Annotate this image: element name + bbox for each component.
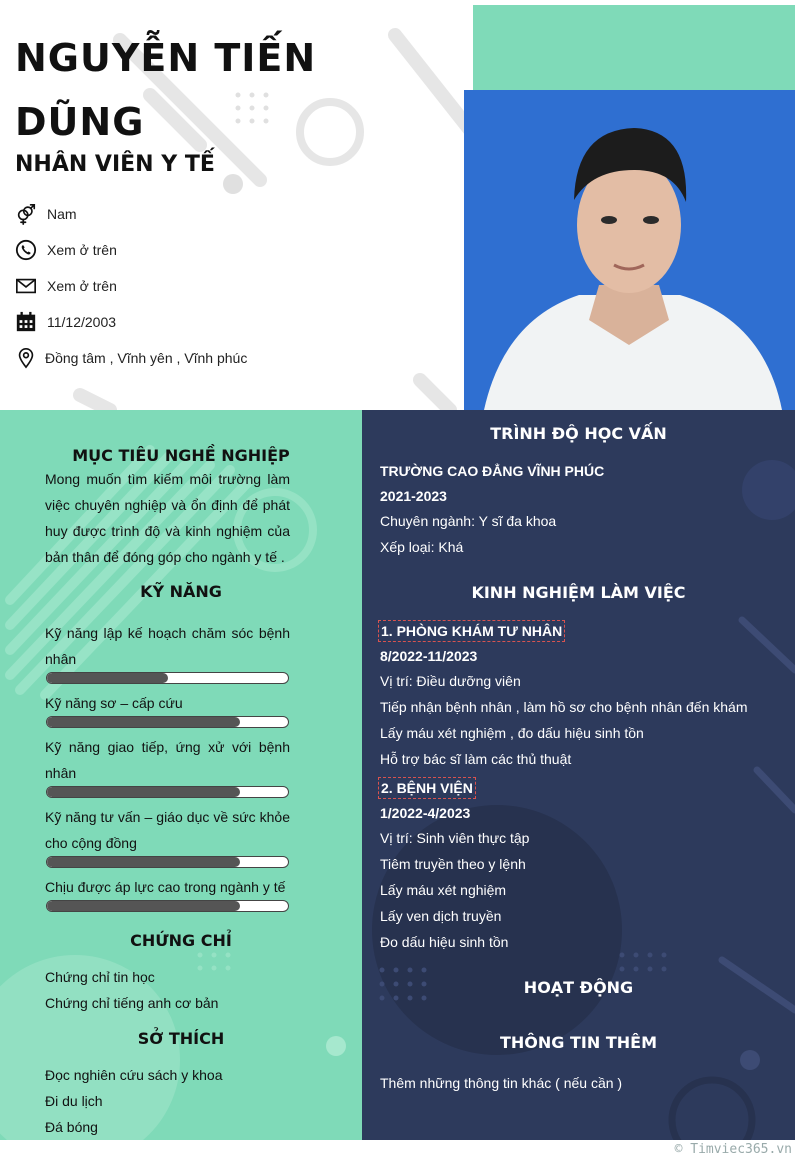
certificate-item: Chứng chỉ tin học [45, 969, 155, 985]
experience-line: Lấy ven dịch truyền [380, 908, 502, 924]
cv-header [0, 0, 800, 410]
education-rank: Xếp loại: Khá [380, 539, 464, 555]
experience-line: Tiếp nhận bệnh nhân , làm hồ sơ cho bệnh nhân đến khám [380, 699, 748, 715]
skill-level-fill [47, 901, 240, 911]
hobby-item: Đọc nghiên cứu sách y khoa [45, 1067, 223, 1083]
skill-level-bar [46, 856, 289, 868]
email-text: Xem ở trên [47, 278, 117, 294]
phone-text: Xem ở trên [47, 242, 117, 258]
experience-company: 2. BỆNH VIỆN [378, 777, 476, 799]
objective-text: Mong muốn tìm kiếm môi trường làm việc chuyên nghiệp và ổn định để phát huy được trình độ và kinh nghiệm của bản thân để đóng góp cho ngành y tế . [45, 471, 290, 565]
experience-line: Lấy máu xét nghiệm [380, 882, 507, 898]
right-column [362, 410, 795, 1140]
experience-line: Hỗ trợ bác sĩ làm các thủ thuật [380, 751, 572, 767]
certificate-item: Chứng chỉ tiếng anh cơ bản [45, 995, 219, 1011]
experience-line: Lấy máu xét nghiệm , đo dấu hiệu sinh tồn [380, 725, 644, 741]
phone-icon [15, 239, 37, 261]
education-school: TRƯỜNG CAO ĐẲNG VĨNH PHÚC [380, 463, 605, 479]
objective-title: MỤC TIÊU NGHỀ NGHIỆP [72, 446, 290, 465]
calendar-icon [15, 311, 37, 333]
skill-name: Kỹ năng giao tiếp, ứng xử với bệnh nhân [45, 739, 290, 781]
education-major: Chuyên ngành: Y sĩ đa khoa [380, 513, 557, 529]
job-title: NHÂN VIÊN Y TẾ [15, 152, 215, 177]
skill-level-bar [46, 900, 289, 912]
experience-line: Vị trí: Điều dưỡng viên [380, 673, 521, 689]
experience-period: 1/2022-4/2023 [380, 805, 471, 821]
experience-line: Tiêm truyền theo y lệnh [380, 856, 526, 872]
info-phone [15, 238, 117, 262]
education-period: 2021-2023 [380, 488, 447, 504]
experience-line: Đo dấu hiệu sinh tồn [380, 934, 509, 950]
left-column [0, 410, 362, 1140]
hobby-item: Đi du lịch [45, 1093, 103, 1109]
birthday-text: 11/12/2003 [47, 314, 117, 330]
activities-title: HOẠT ĐỘNG [523, 978, 634, 997]
extra-info-title: THÔNG TIN THÊM [500, 1033, 657, 1052]
experience-period: 8/2022-11/2023 [380, 648, 478, 664]
info-address [15, 346, 247, 370]
info-gender [15, 202, 77, 226]
skill-name: Chịu được áp lực cao trong ngành y tế [45, 879, 286, 895]
location-icon [15, 347, 37, 369]
candidate-name: NGUYỄN TIẾN DŨNG [15, 36, 317, 144]
info-birthday [15, 310, 116, 334]
gender-icon [15, 203, 37, 225]
skill-level-bar [46, 716, 289, 728]
mail-icon [15, 275, 37, 297]
gender-text: Nam [47, 206, 77, 222]
teal-accent-block [473, 5, 795, 91]
skill-name: Kỹ năng lập kế hoạch chăm sóc bệnh nhân [45, 625, 290, 667]
education-title: TRÌNH ĐỘ HỌC VẤN [490, 424, 667, 443]
hobbies-title: SỞ THÍCH [137, 1029, 225, 1048]
experience-company: 1. PHÒNG KHÁM TƯ NHÂN [378, 620, 565, 642]
skill-level-fill [47, 787, 240, 797]
info-email [15, 274, 117, 298]
skill-name: Kỹ năng tư vấn – giáo dục về sức khỏe cho cộng đồng [45, 809, 290, 851]
skill-name: Kỹ năng sơ – cấp cứu [45, 695, 183, 711]
skill-level-fill [47, 673, 168, 683]
skill-level-fill [47, 717, 240, 727]
profile-photo [464, 90, 795, 410]
skill-level-bar [46, 672, 289, 684]
skill-level-fill [47, 857, 240, 867]
hobby-item: Đá bóng [45, 1119, 98, 1135]
experience-title: KINH NGHIỆM LÀM VIỆC [471, 583, 686, 602]
certificates-title: CHỨNG CHỈ [130, 931, 232, 950]
skills-title: KỸ NĂNG [140, 582, 222, 601]
watermark: © Timviec365.vn [674, 1142, 792, 1157]
extra-info-text: Thêm những thông tin khác ( nếu cần ) [380, 1075, 623, 1091]
experience-line: Vị trí: Sinh viên thực tập [380, 830, 530, 846]
skill-level-bar [46, 786, 289, 798]
address-text: Đồng tâm , Vĩnh yên , Vĩnh phúc [45, 350, 248, 366]
